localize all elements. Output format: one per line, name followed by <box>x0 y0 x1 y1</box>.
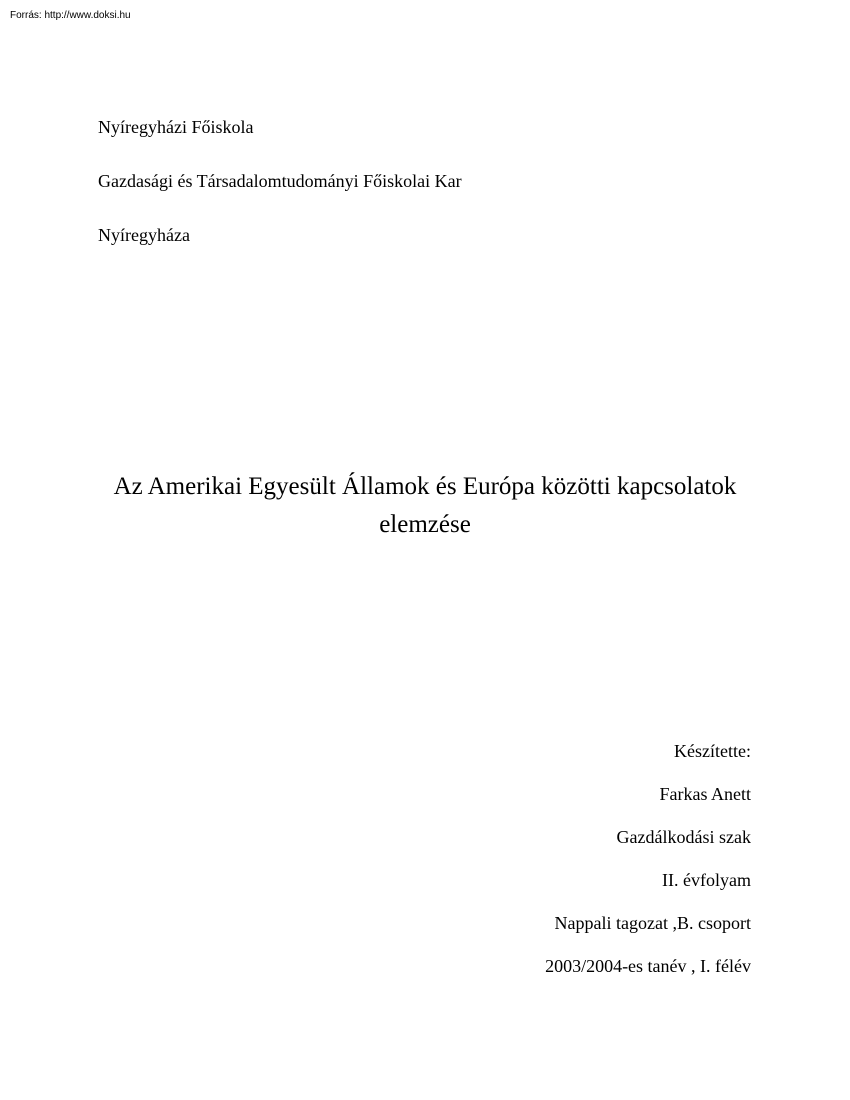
academic-term: 2003/2004-es tanév , I. félév <box>545 956 751 976</box>
study-group: Nappali tagozat ,B. csoport <box>554 913 751 933</box>
city-name: Nyíregyháza <box>98 225 190 245</box>
major: Gazdálkodási szak <box>616 827 751 847</box>
institution-header <box>98 116 598 278</box>
title-line-1: Az Amerikai Egyesült Államok és Európa közötti kapcsolatok <box>113 473 737 500</box>
document-title <box>80 468 770 544</box>
author-name: Farkas Anett <box>659 784 751 804</box>
year-of-study: II. évfolyam <box>662 870 751 890</box>
institution-name: Nyíregyházi Főiskola <box>98 117 254 137</box>
title-line-2: elemzése <box>379 511 471 538</box>
faculty-name: Gazdasági és Társadalomtudományi Főiskolai Kar <box>98 171 462 191</box>
author-info <box>331 740 751 998</box>
source-url-line: Forrás: http://www.doksi.hu <box>10 10 131 21</box>
prepared-by-label: Készítette: <box>674 741 751 761</box>
